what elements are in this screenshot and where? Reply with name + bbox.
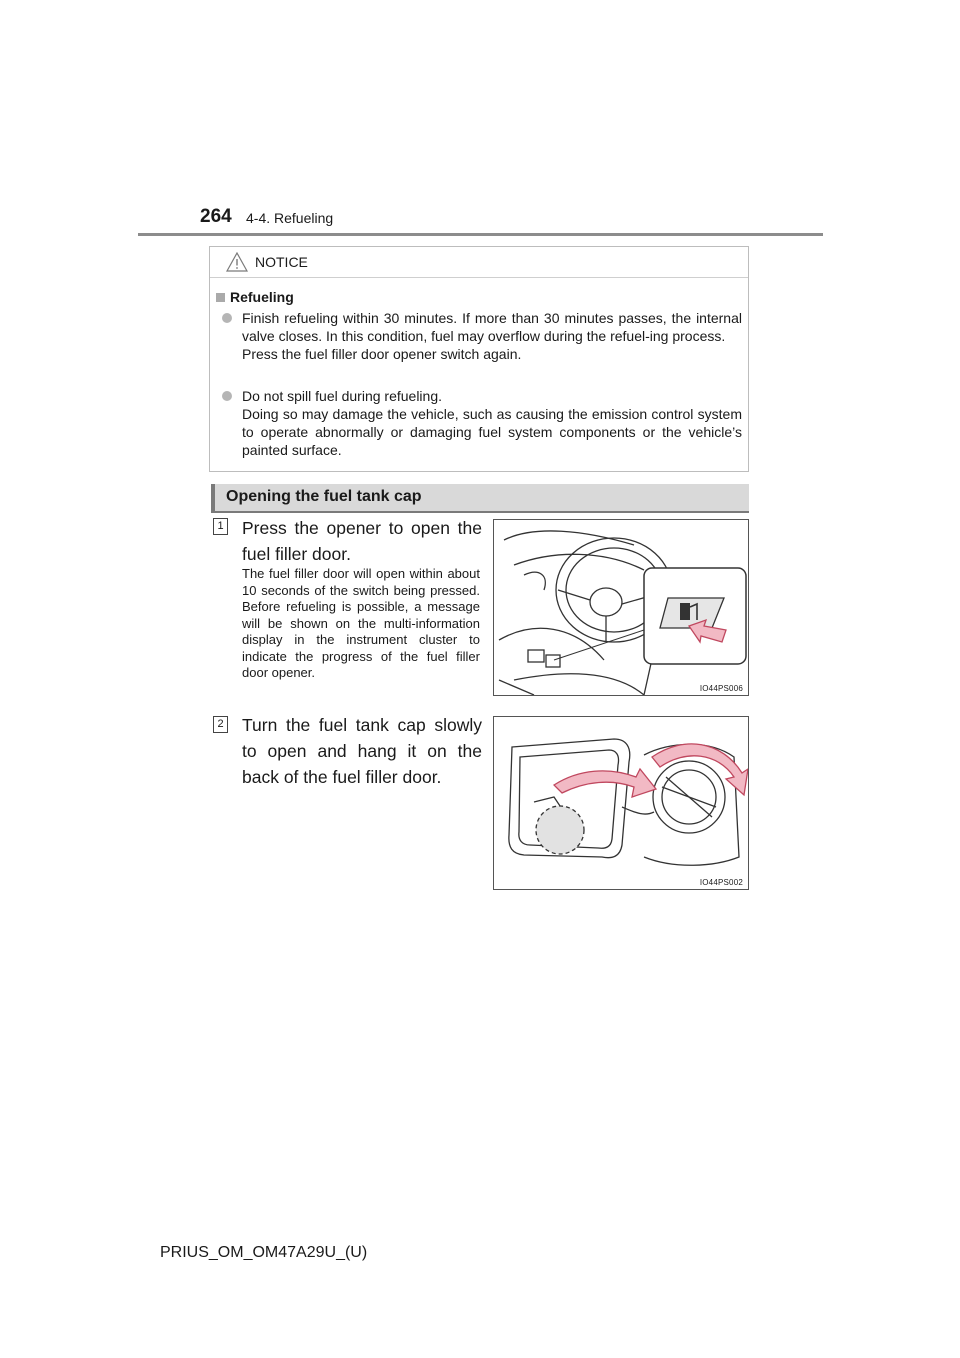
notice-bullet: [222, 387, 742, 459]
step-title: Press the opener to open the fuel filler door.: [242, 518, 482, 564]
page-number: 264: [200, 206, 232, 227]
dashboard-illustration: [494, 520, 748, 695]
step-number: 2: [213, 716, 228, 733]
notice-title: NOTICE: [255, 254, 308, 270]
figure-id: IO44PS002: [699, 878, 743, 887]
figure-id: IO44PS006: [699, 684, 743, 693]
notice-text: Do not spill fuel during refueling.: [242, 388, 443, 404]
notice-bullet: [222, 309, 742, 363]
notice-text: Press the fuel filler door opener switch again.: [242, 346, 522, 362]
figure-fuel-door-opener: [493, 519, 749, 696]
fuel-cap-illustration: [494, 717, 748, 889]
section-title: Opening the fuel tank cap: [226, 488, 422, 505]
step-title: Turn the fuel tank cap slowly to open and hang it on the back of the fuel filler door.: [242, 715, 482, 787]
square-bullet-icon: [216, 293, 225, 302]
notice-text: Finish refueling within 30 minutes. If more than 30 minutes passes, the internal valve closes. In this condition, fuel may overflow during the refuel-ing process.: [242, 310, 742, 344]
header-divider: [138, 233, 823, 236]
warning-triangle-icon: [226, 252, 248, 272]
step-number: 1: [213, 518, 228, 535]
notice-subheading: Refueling: [216, 289, 294, 305]
notice-text: Doing so may damage the vehicle, such as causing the emission control system to operate abnormally or damaging fuel system components or the vehicle’s painted surface.: [242, 406, 742, 458]
bullet-dot-icon: [222, 313, 232, 323]
notice-header: [210, 247, 748, 278]
section-header: 4-4. Refueling: [246, 210, 334, 226]
figure-fuel-tank-cap: [493, 716, 749, 890]
notice-box: [209, 246, 749, 472]
document-code: PRIUS_OM_OM47A29U_(U): [160, 1244, 368, 1261]
step-description: The fuel filler door will open within about 10 seconds of the switch being pressed. Before refueling is possible, a message will be shown on the multi-information display in the instrument cluster to indicate the progress of the fuel filler door opener.: [242, 566, 480, 680]
bullet-dot-icon: [222, 391, 232, 401]
section-heading: [211, 484, 749, 513]
